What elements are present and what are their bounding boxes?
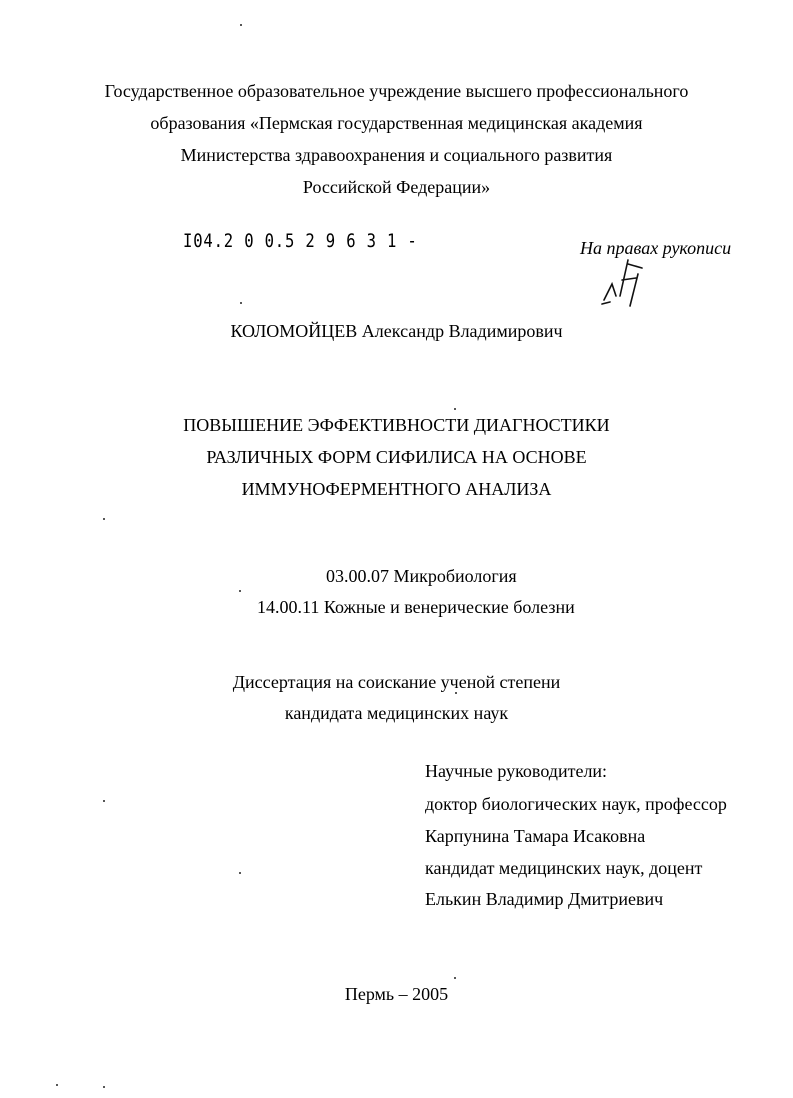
institution-line-4: Российской Федерации» <box>302 177 491 197</box>
scan-speck <box>103 518 105 520</box>
city-year: Пермь – 2005 <box>344 984 449 1004</box>
title-line-3: ИММУНОФЕРМЕНТНОГО АНАЛИЗА <box>241 479 552 499</box>
title-line-1: ПОВЫШЕНИЕ ЭФФЕКТИВНОСТИ ДИАГНОСТИКИ <box>183 415 610 435</box>
signature-icon <box>598 256 648 308</box>
title-line-2: РАЗЛИЧНЫХ ФОРМ СИФИЛИСА НА ОСНОВЕ <box>206 447 587 467</box>
scan-speck <box>56 1084 58 1086</box>
specialty-dermatology: 14.00.11 Кожные и венерические болезни <box>257 597 575 617</box>
scan-speck <box>455 692 457 694</box>
specialty-microbiology: 03.00.07 Микробиология <box>326 566 517 586</box>
scan-speck <box>454 408 456 410</box>
registration-stamp-number: I04.2 0 0.5 2 9 6 3 1 - <box>183 230 418 252</box>
institution-line-3: Министерства здравоохранения и социального развития <box>180 145 613 165</box>
institution-line-2: образования «Пермская государственная медицинская академия <box>150 113 643 133</box>
supervisor-2-title: кандидат медицинских наук, доцент <box>425 858 703 878</box>
dissertation-degree-line-1: Диссертация на соискание ученой степени <box>232 672 561 692</box>
institution-line-1: Государственное образовательное учреждение высшего профессионального <box>104 81 689 101</box>
scan-speck <box>239 590 241 592</box>
author-name: КОЛОМОЙЦЕВ Александр Владимирович <box>230 321 563 341</box>
scan-speck <box>103 800 105 802</box>
scan-speck <box>239 872 241 874</box>
scan-speck <box>240 24 242 26</box>
supervisor-2-name: Елькин Владимир Дмитриевич <box>425 889 664 909</box>
dissertation-degree-line-2: кандидата медицинских наук <box>284 703 509 723</box>
scan-speck <box>103 1086 105 1088</box>
manuscript-rights-note: На правах рукописи <box>580 238 732 258</box>
supervisor-1-name: Карпунина Тамара Исаковна <box>425 826 646 846</box>
supervisor-1-title: доктор биологических наук, профессор <box>425 794 727 814</box>
supervisors-heading: Научные руководители: <box>425 761 608 781</box>
scan-speck <box>240 302 242 304</box>
scan-speck <box>454 977 456 979</box>
